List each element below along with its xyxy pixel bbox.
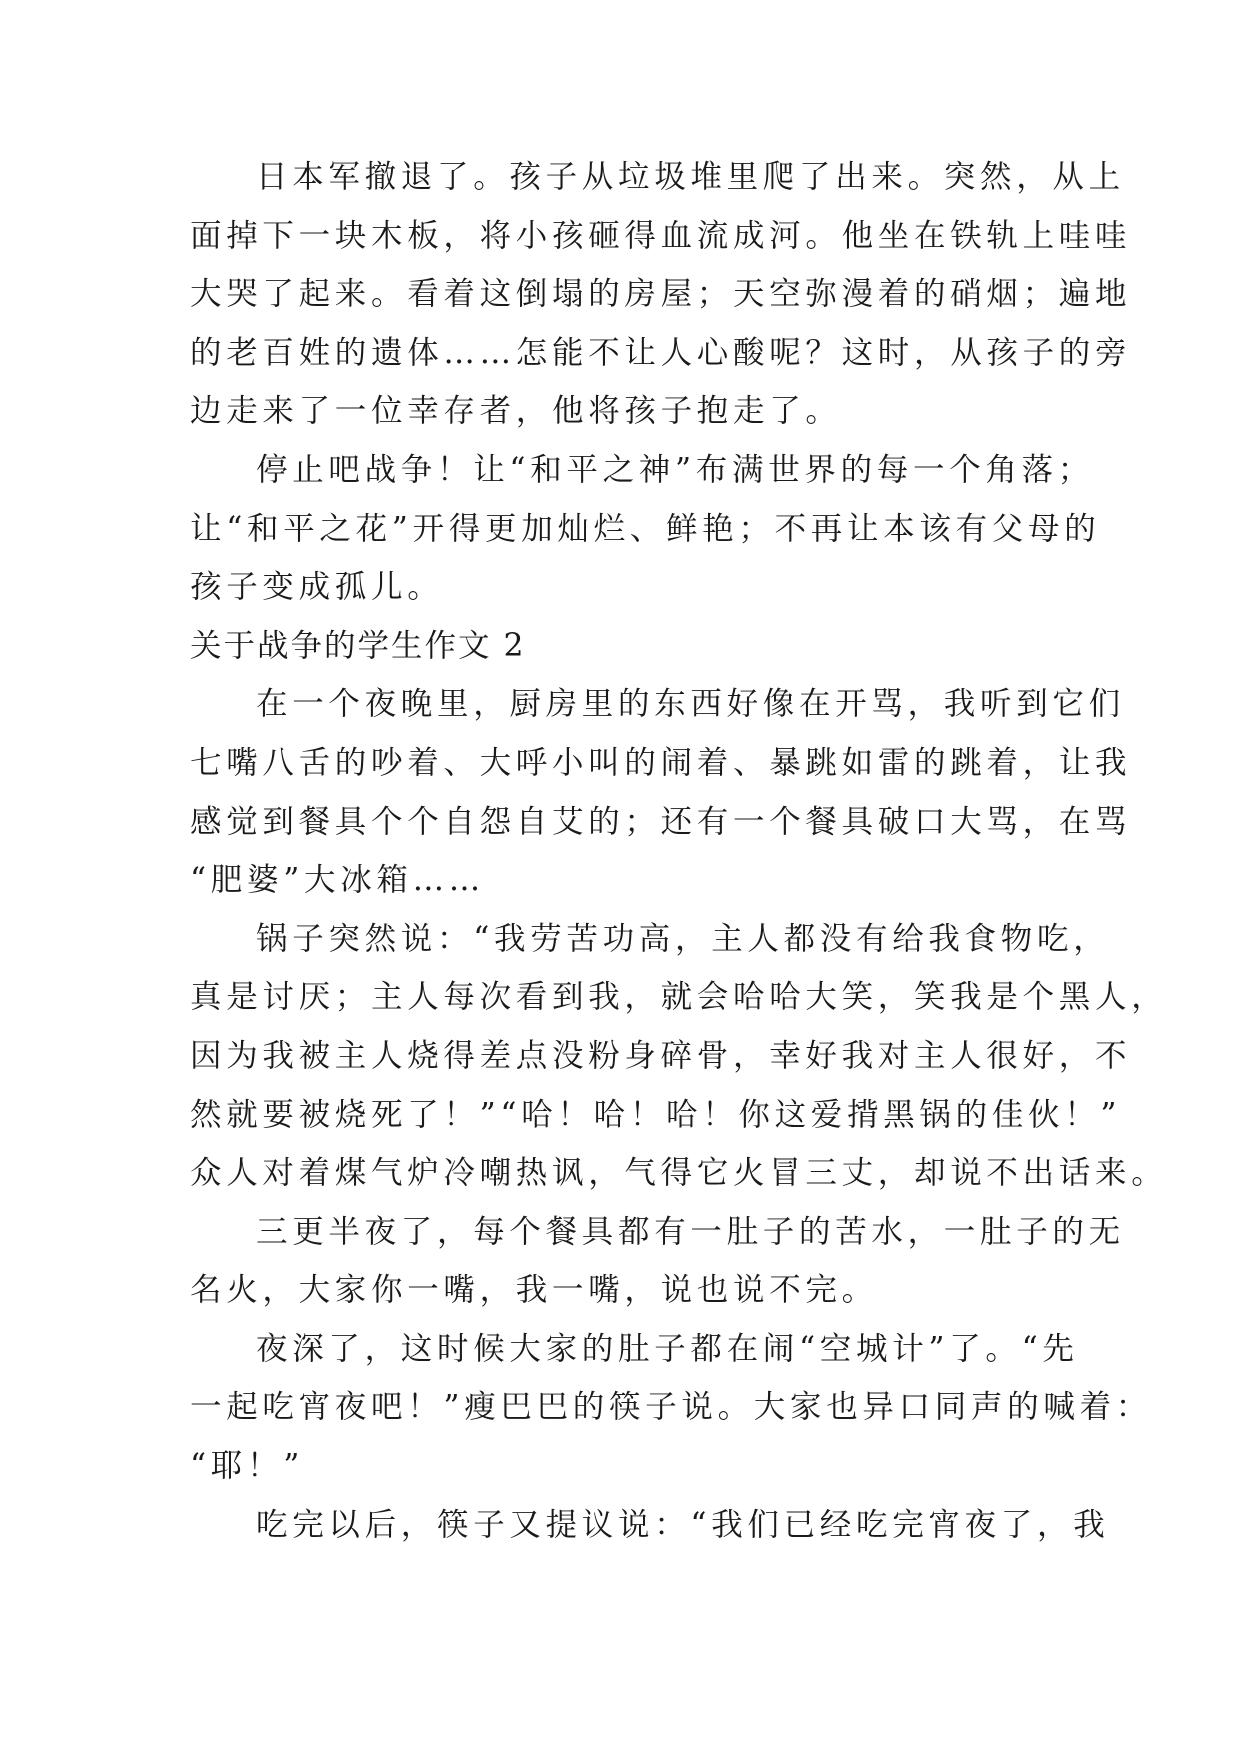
text-line: 七嘴八舌的吵着、大呼小叫的闹着、暴跳如雷的跳着，让我: [190, 744, 1132, 781]
text-line: 孩子变成孤儿。: [190, 569, 444, 606]
text-line: 三更半夜了，每个餐具都有一肚子的苦水，一肚子的无: [256, 1213, 1125, 1250]
text-line: 的老百姓的遗体……怎能不让人心酸呢？这时，从孩子的旁: [190, 334, 1132, 371]
text-line: 名火，大家你一嘴，我一嘴，说也说不完。: [190, 1272, 878, 1309]
text-line: 大哭了起来。看着这倒塌的房屋；天空弥漫着的硝烟；遍地: [190, 276, 1132, 313]
text-line: “耶！”: [190, 1448, 305, 1485]
text-line: 在一个夜晚里，厨房里的东西好像在开骂，我听到它们: [256, 686, 1125, 723]
text-line: 众人对着煤气炉冷嘲热讽，气得它火冒三丈，却说不出话来。: [190, 1155, 1168, 1192]
text-line: “肥婆”大冰箱……: [190, 862, 486, 899]
section-heading: 关于战争的学生作文 2: [190, 627, 526, 664]
text-line: 日本军撤退了。孩子从垃圾堆里爬了出来。突然，从上: [256, 159, 1125, 195]
document-page: [190, 148, 1168, 1554]
text-line: 因为我被主人烧得差点没粉身碎骨，幸好我对主人很好，不: [190, 1037, 1132, 1074]
text-line: 感觉到餐具个个自怨自艾的；还有一个餐具破口大骂，在骂: [190, 803, 1132, 840]
text-line: 停止吧战争！让“和平之神”布满世界的每一个角落；: [256, 451, 1095, 488]
text-line: 夜深了，这时候大家的肚子都在闹“空城计”了。“先: [256, 1330, 1079, 1367]
text-line: 面掉下一块木板，将小孩砸得血流成河。他坐在铁轨上哇哇: [190, 217, 1132, 254]
text-line: 让“和平之花”开得更加灿烂、鲜艳；不再让本该有父母的: [190, 510, 1101, 547]
text-line: 锅子突然说：“我劳苦功高，主人都没有给我食物吃，: [256, 920, 1110, 957]
text-line: 边走来了一位幸存者，他将孩子抱走了。: [190, 393, 842, 430]
text-line: 真是讨厌；主人每次看到我，就会哈哈大笑，笑我是个黑人，: [190, 979, 1168, 1016]
text-line: 吃完以后，筷子又提议说：“我们已经吃完宵夜了，我: [256, 1506, 1110, 1543]
text-line: 一起吃宵夜吧！”瘦巴巴的筷子说。大家也异口同声的喊着：: [190, 1389, 1153, 1426]
text-line: 然就要被烧死了！”“哈！哈！哈！你这爱揹黑锅的佳伙！”: [190, 1096, 1122, 1133]
